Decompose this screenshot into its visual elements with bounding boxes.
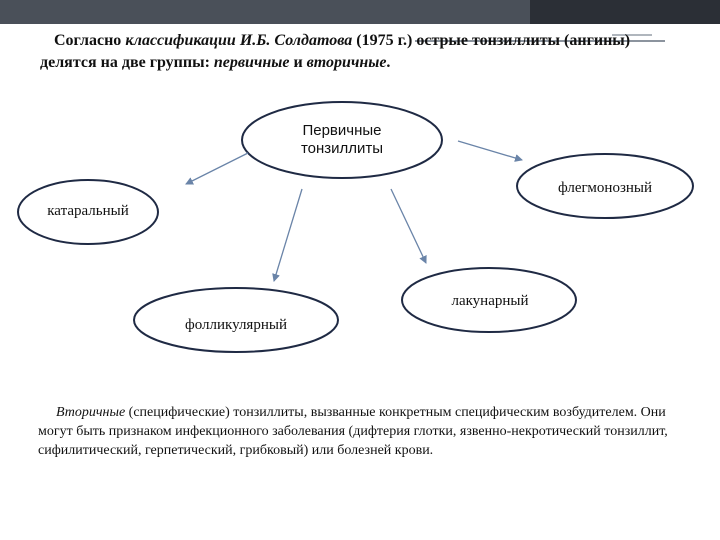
follicular-label: фолликулярный [185, 317, 287, 333]
intro-italic-author: классификации И.Б. Солдатова [125, 32, 353, 49]
catarrhal-label: катаральный [47, 203, 129, 219]
intro-italic-primary: первичные [213, 54, 290, 71]
intro-italic-secondary: вторичные [306, 54, 387, 71]
secondary-tonsillitis-paragraph [38, 403, 688, 460]
arrow-to-follicular [274, 189, 302, 281]
center-label-line2: тонзиллиты [300, 140, 384, 157]
secondary-text: (специфические) тонзиллиты, вызванные конкретным специфическим возбудителем. Они могут быть признаком инфекционного заболевания (дифтерия глотки, язвенно-некротический тонзиллит, сифилитический, герпетический, грибковый) или болезней крови. [38, 405, 668, 458]
arrow-to-lacunar [391, 189, 426, 263]
intro-text-2: (1975 г.) острые тонзиллиты (ангины) делятся на две группы: [40, 32, 631, 71]
intro-text-1: Согласно [54, 32, 126, 49]
intro-text-4: . [386, 54, 391, 71]
secondary-italic: Вторичные [56, 405, 126, 420]
intro-text-3: и [289, 54, 307, 71]
center-label-line1: Первичные [302, 122, 382, 139]
arrow-to-catarrhal [186, 153, 248, 184]
phlegmonous-label: флегмонозный [557, 180, 653, 196]
center-node-label [262, 122, 422, 158]
arrow-to-phlegmonous [458, 141, 522, 160]
lacunar-label: лакунарный [451, 293, 529, 309]
